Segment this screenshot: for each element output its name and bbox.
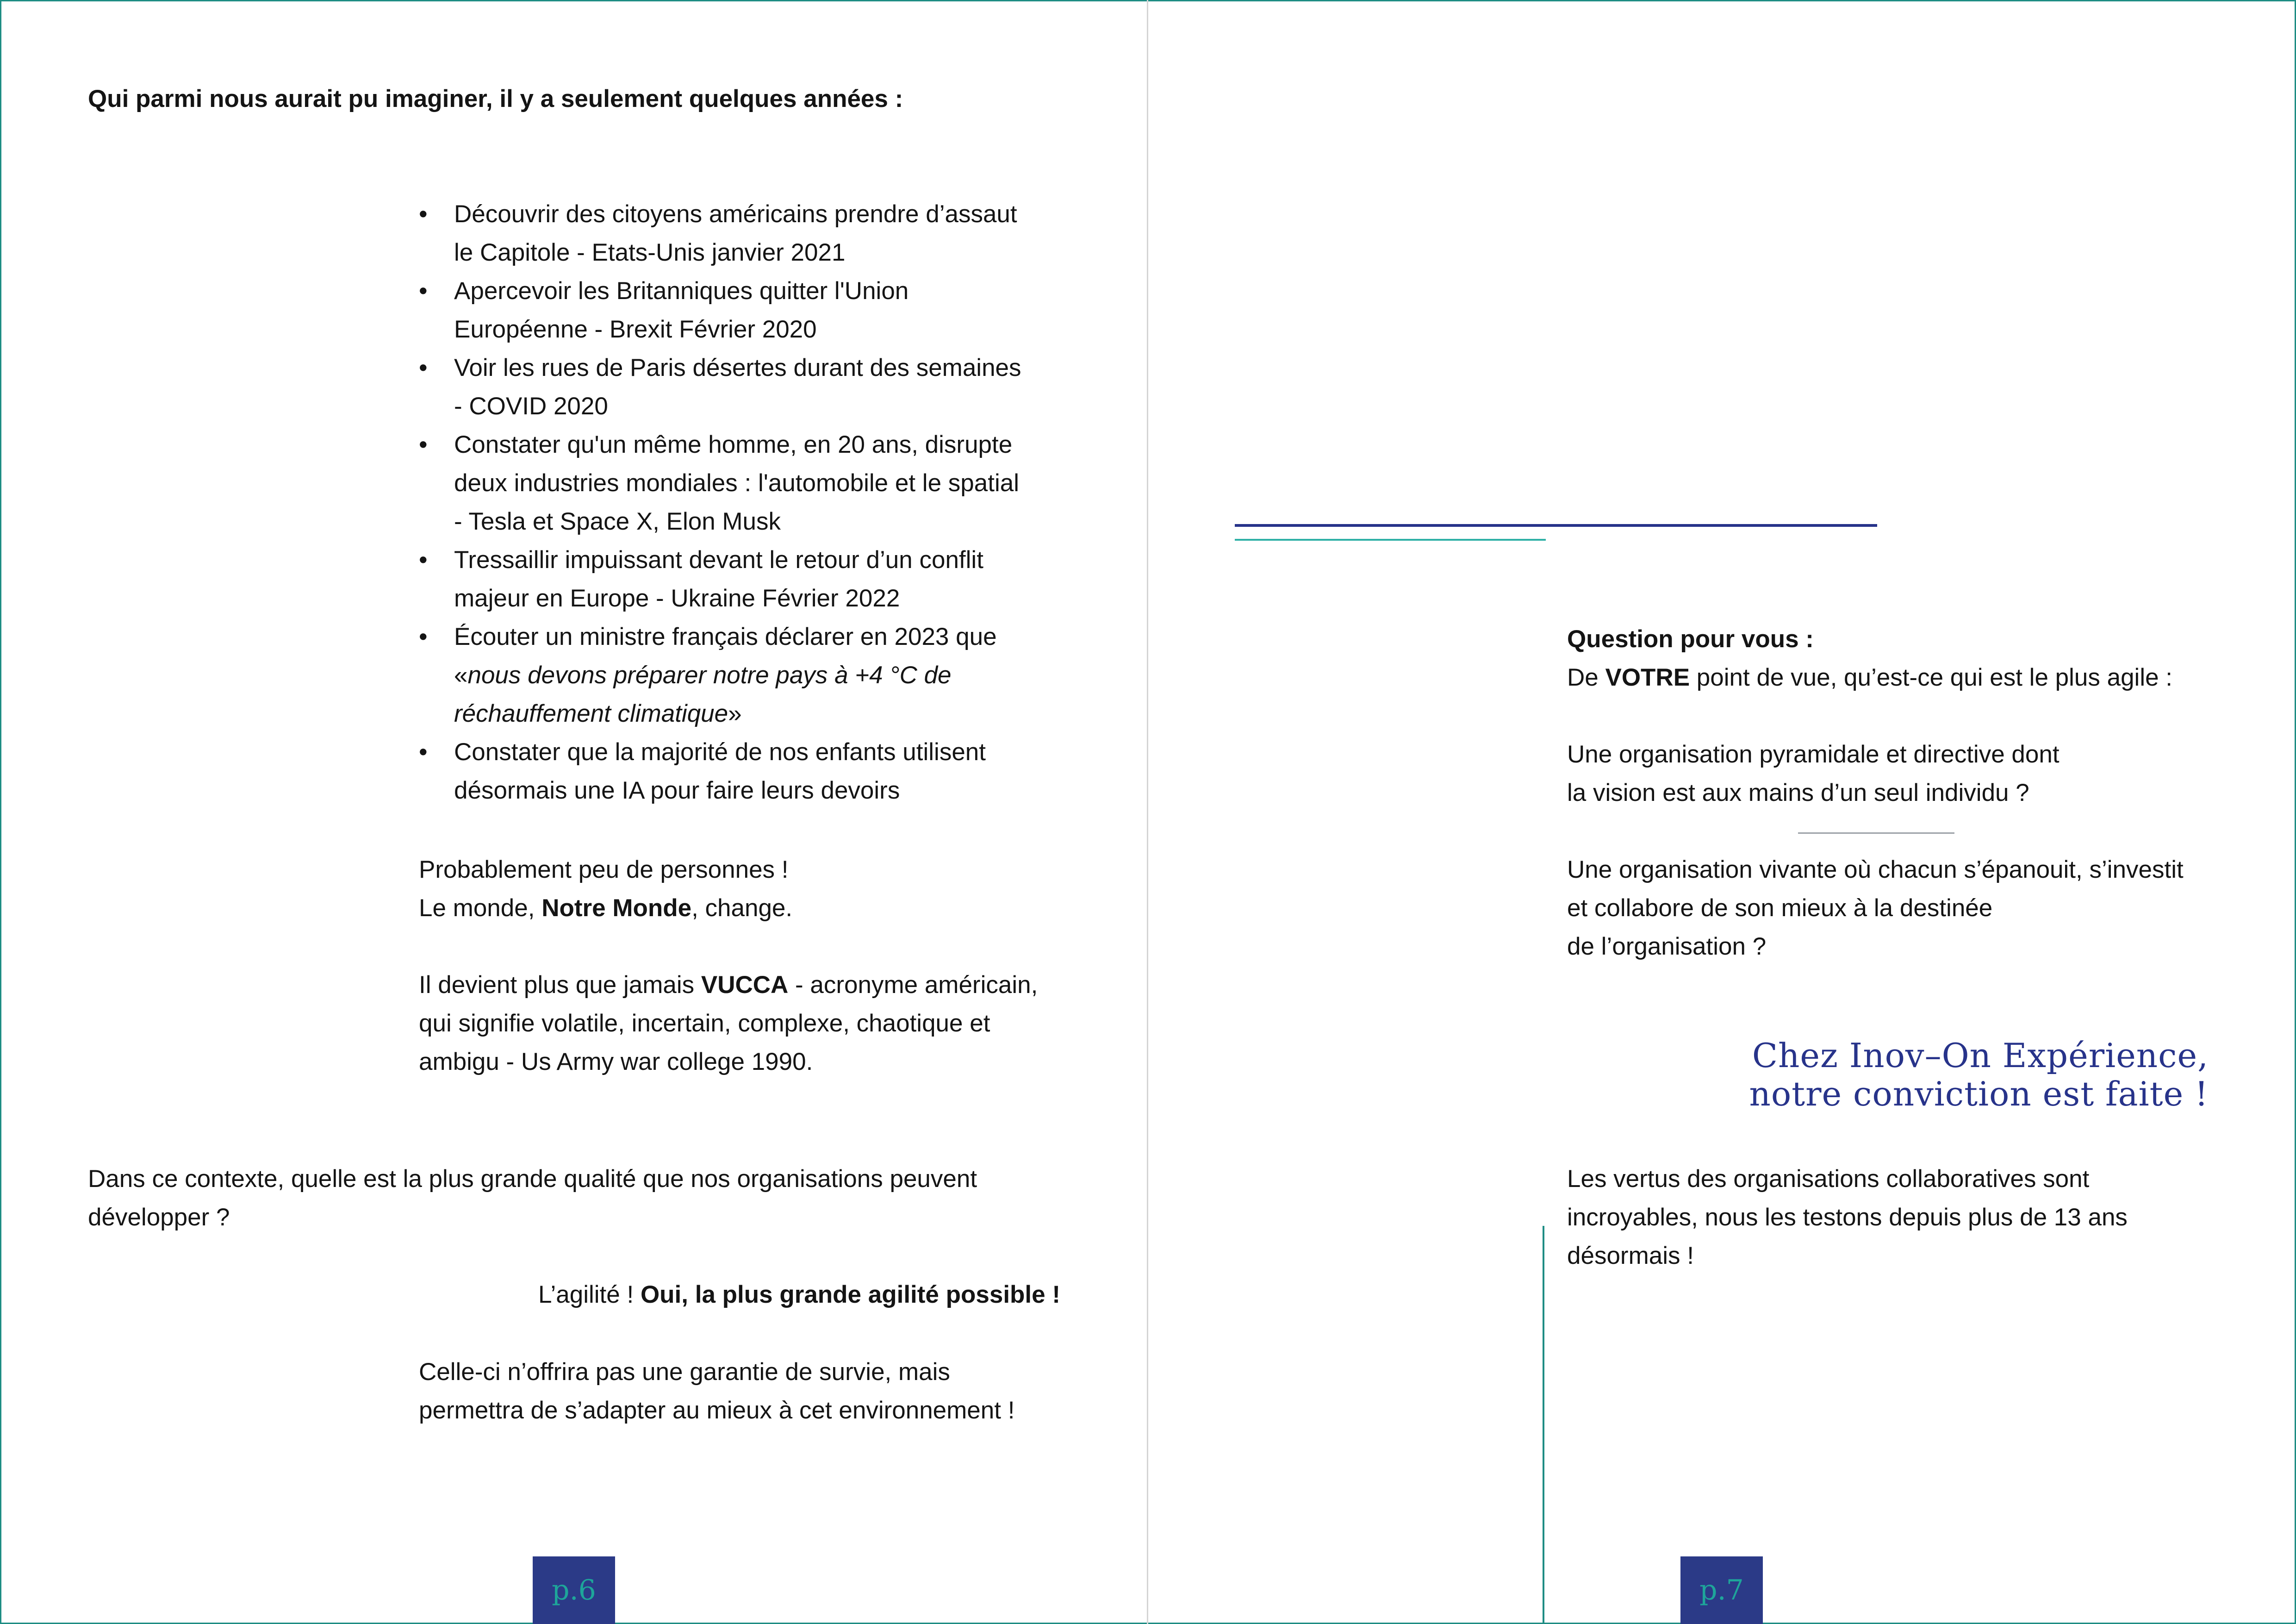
option-1-line-1: Une organisation pyramidale et directive dont [1567, 741, 2060, 768]
list-item: • Voir les rues de Paris désertes durant des semaines - COVID 2020 [419, 349, 1021, 425]
vucca-line-1: Il devient plus que jamais VUCCA - acronyme américain, [419, 971, 1038, 999]
bullet-icon: • [419, 431, 428, 458]
navy-rule [1235, 524, 1877, 527]
virtues-line-3: désormais ! [1567, 1242, 1694, 1269]
bullet-icon: • [419, 546, 428, 574]
survival-line-1: Celle-ci n’offrira pas une garantie de survie, mais [419, 1358, 950, 1386]
events-list [419, 195, 1021, 810]
page-number-7: p.7 [1680, 1556, 1763, 1624]
agility-answer: L’agilité ! Oui, la plus grande agilité possible ! [538, 1281, 1060, 1308]
bullet-icon: • [419, 354, 428, 381]
option-2-line-2: et collabore de son mieux à la destinée [1567, 894, 1993, 922]
question-text: De VOTRE point de vue, qu’est-ce qui est le plus agile : [1567, 664, 2173, 691]
intro-question: Qui parmi nous aurait pu imaginer, il y a seulement quelques années : [88, 85, 903, 112]
bullet-icon: • [419, 277, 428, 305]
list-item: • Découvrir des citoyens américains prendre d’assaut le Capitole - Etats-Unis janvier 2021 [419, 195, 1021, 272]
bullet-icon: • [419, 623, 428, 650]
teal-vertical-rule [1543, 1226, 1544, 1624]
bullet-icon: • [419, 738, 428, 766]
context-question-line-1: Dans ce contexte, quelle est la plus grande qualité que nos organisations peuvent [88, 1165, 977, 1193]
bullet-icon: • [419, 200, 428, 228]
virtues-line-1: Les vertus des organisations collaboratives sont [1567, 1165, 2090, 1193]
page-spine [1147, 0, 1148, 1624]
options-divider [1798, 832, 1954, 834]
option-1-line-2: la vision est aux mains d’un seul individu ? [1567, 779, 2029, 806]
world-changes-text: Le monde, Notre Monde, change. [419, 894, 793, 922]
teal-rule [1235, 539, 1546, 541]
vucca-line-3: ambigu - Us Army war college 1990. [419, 1048, 813, 1075]
list-item: • Écouter un ministre français déclarer en 2023 que «nous devons préparer notre pays à +4 °C de réchauffement climatique» [419, 618, 1021, 733]
list-item: • Constater qu'un même homme, en 20 ans, disrupte deux industries mondiales : l'automobile et le spatial - Tesla et Space X, Elon Musk [419, 425, 1021, 541]
virtues-line-2: incroyables, nous les testons depuis plus de 13 ans [1567, 1204, 2128, 1231]
vucca-line-2: qui signifie volatile, incertain, complexe, chaotique et [419, 1010, 990, 1037]
list-item: • Apercevoir les Britanniques quitter l'Union Européenne - Brexit Février 2020 [419, 272, 1021, 349]
option-2-line-3: de l’organisation ? [1567, 933, 1767, 960]
list-item: • Constater que la majorité de nos enfants utilisent désormais une IA pour faire leurs devoirs [419, 733, 1021, 810]
conviction-heading: Chez Inov–On Expérience, notre conviction est faite ! [1749, 1036, 2209, 1113]
survival-line-2: permettra de s’adapter au mieux à cet environnement ! [419, 1397, 1015, 1424]
list-item: • Tressaillir impuissant devant le retour d’un conflit majeur en Europe - Ukraine Février 2022 [419, 541, 1021, 618]
context-question-line-2: développer ? [88, 1204, 230, 1231]
page-number-6: p.6 [533, 1556, 615, 1624]
option-2-line-1: Une organisation vivante où chacun s’épanouit, s’investit [1567, 856, 2184, 883]
question-title: Question pour vous : [1567, 625, 1814, 653]
probably-text: Probablement peu de personnes ! [419, 856, 789, 883]
